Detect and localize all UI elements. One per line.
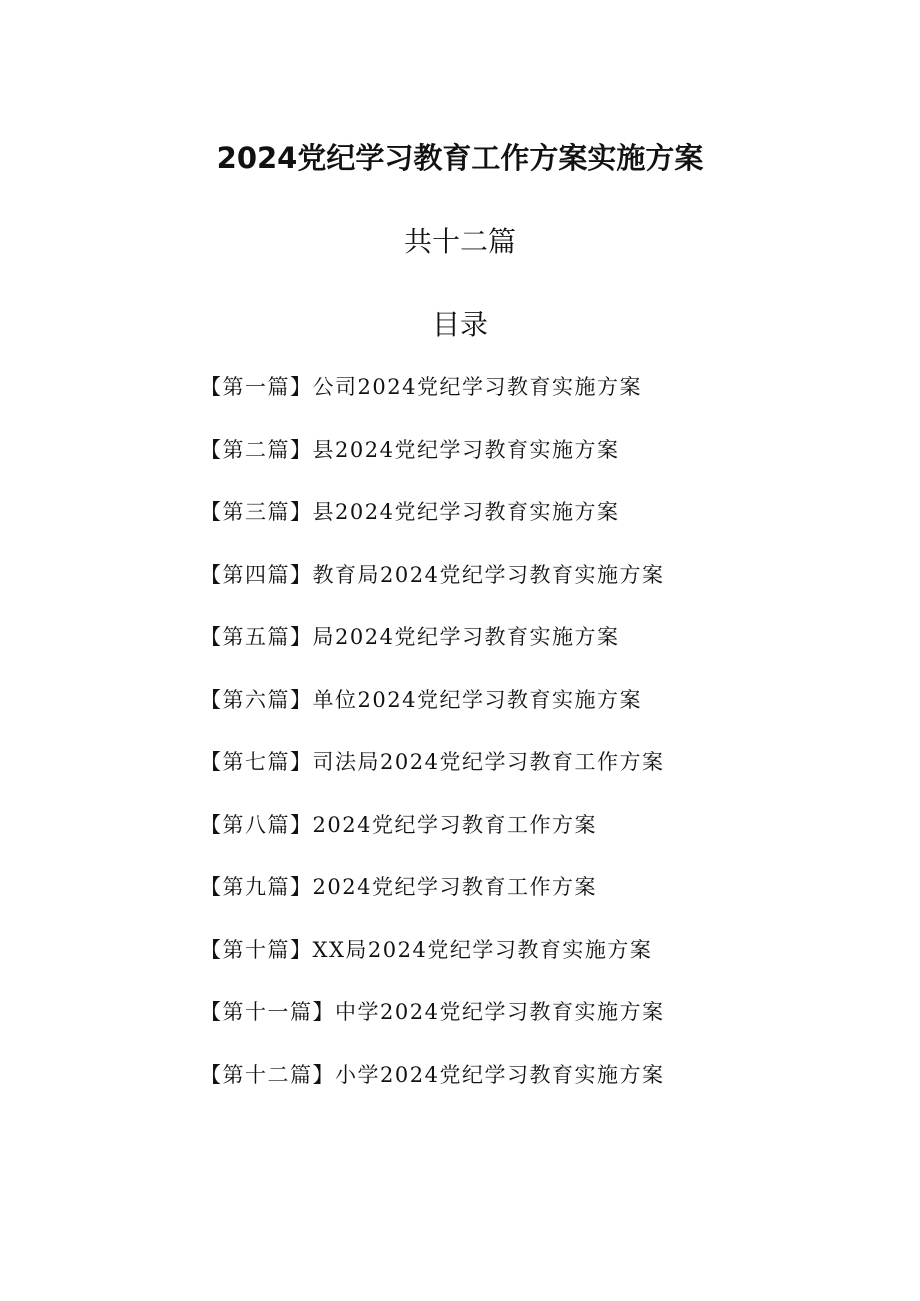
toc-entry-text: 2024党纪学习教育工作方案	[312, 875, 597, 899]
toc-entry-label: 【第七篇】	[200, 750, 313, 774]
toc-entry-text: XX局2024党纪学习教育实施方案	[312, 937, 653, 962]
toc-entry-3[interactable]	[200, 495, 800, 558]
toc-entry-12[interactable]	[200, 1058, 800, 1121]
toc-entry-label: 【第十篇】	[200, 937, 313, 962]
toc-entry-label: 【第十二篇】	[200, 1062, 335, 1087]
toc-entry-label: 【第一篇】	[200, 375, 313, 399]
toc-entry-text: 县2024党纪学习教育实施方案	[312, 437, 620, 462]
toc-entry-2[interactable]	[200, 433, 800, 496]
toc-entry-text: 2024党纪学习教育工作方案	[312, 812, 597, 837]
toc-entry-label: 【第五篇】	[200, 625, 313, 649]
toc-entry-label: 【第十一篇】	[200, 1000, 335, 1024]
toc-entry-8[interactable]	[200, 808, 800, 871]
toc-entry-4[interactable]	[200, 558, 800, 621]
toc-entry-9[interactable]	[200, 870, 800, 933]
toc-entry-6[interactable]	[200, 683, 800, 746]
toc-entry-text: 局2024党纪学习教育实施方案	[312, 625, 620, 649]
table-of-contents	[200, 370, 800, 1120]
toc-entry-10[interactable]	[200, 933, 800, 996]
toc-entry-label: 【第六篇】	[200, 687, 313, 712]
toc-entry-1[interactable]	[200, 370, 800, 433]
toc-entry-label: 【第八篇】	[200, 812, 313, 837]
toc-entry-text: 司法局2024党纪学习教育工作方案	[312, 750, 665, 774]
toc-heading: 目录	[431, 308, 488, 341]
toc-entry-label: 【第三篇】	[200, 500, 313, 524]
toc-entry-text: 县2024党纪学习教育实施方案	[312, 500, 620, 524]
document-subtitle: 共十二篇	[403, 225, 516, 258]
toc-entry-text: 公司2024党纪学习教育实施方案	[312, 375, 642, 399]
toc-entry-text: 单位2024党纪学习教育实施方案	[312, 687, 642, 712]
toc-entry-label: 【第四篇】	[200, 562, 313, 587]
toc-entry-11[interactable]	[200, 995, 800, 1058]
document-title: 2024党纪学习教育工作方案实施方案	[216, 141, 704, 175]
toc-entry-text: 教育局2024党纪学习教育实施方案	[312, 562, 665, 587]
toc-entry-text: 小学2024党纪学习教育实施方案	[335, 1062, 665, 1087]
toc-entry-7[interactable]	[200, 745, 800, 808]
toc-entry-text: 中学2024党纪学习教育实施方案	[335, 1000, 665, 1024]
toc-entry-5[interactable]	[200, 620, 800, 683]
toc-entry-label: 【第九篇】	[200, 875, 313, 899]
toc-entry-label: 【第二篇】	[200, 437, 313, 462]
